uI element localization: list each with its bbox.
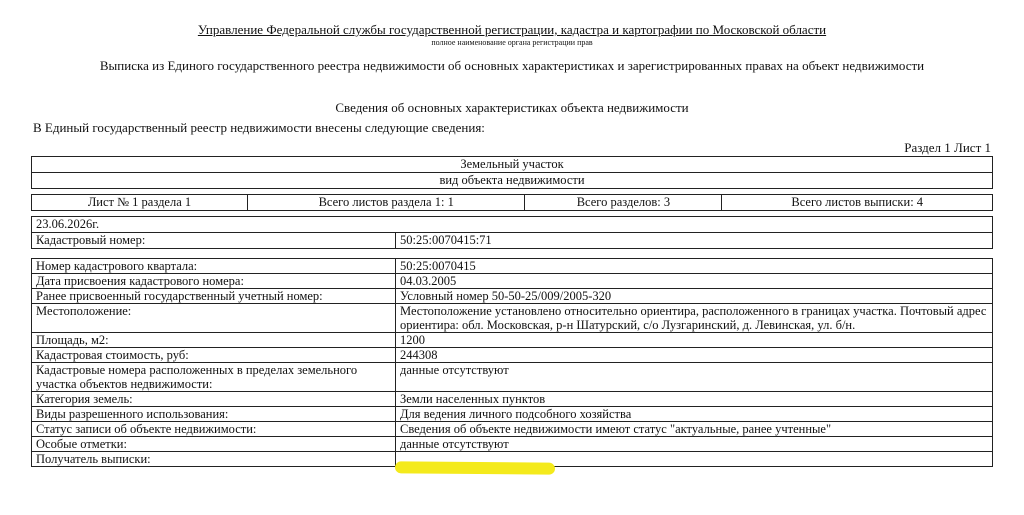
object-name: Земельный участок bbox=[32, 157, 993, 173]
row-label: Ранее присвоенный государственный учетный номер: bbox=[32, 289, 396, 304]
object-type-table bbox=[31, 156, 993, 189]
agency-name: Управление Федеральной службы государственной регистрации, кадастра и картографии по Московской области bbox=[197, 22, 827, 37]
agency-note: полное наименование органа регистрации прав bbox=[431, 38, 593, 47]
total-section-sheets: Всего листов раздела 1: 1 bbox=[247, 195, 524, 211]
cadastral-number-label: Кадастровый номер: bbox=[32, 233, 396, 249]
table-row bbox=[32, 407, 993, 422]
total-sections: Всего разделов: 3 bbox=[525, 195, 722, 211]
row-value: Для ведения личного подсобного хозяйства bbox=[396, 407, 993, 422]
table-row bbox=[32, 422, 993, 437]
row-label: Кадастровые номера расположенных в пределах земельного участка объектов недвижимости: bbox=[32, 363, 396, 392]
table-row bbox=[32, 392, 993, 407]
row-label: Дата присвоения кадастрового номера: bbox=[32, 274, 396, 289]
intro-text: В Единый государственный реестр недвижимости внесены следующие сведения: bbox=[33, 120, 485, 135]
row-label: Виды разрешенного использования: bbox=[32, 407, 396, 422]
table-row bbox=[32, 437, 993, 452]
table-row bbox=[32, 333, 993, 348]
sheets-table bbox=[31, 194, 993, 211]
info-title: Сведения об основных характеристиках объекта недвижимости bbox=[335, 100, 689, 115]
table-row bbox=[32, 348, 993, 363]
cadastral-number-value: 50:25:0070415:71 bbox=[396, 233, 993, 249]
characteristics-table bbox=[31, 258, 993, 467]
row-value: 244308 bbox=[396, 348, 993, 363]
table-row bbox=[32, 289, 993, 304]
row-value: 1200 bbox=[396, 333, 993, 348]
table-row bbox=[32, 274, 993, 289]
table-row bbox=[32, 304, 993, 333]
row-value: Местоположение установлено относительно ориентира, расположенного в границах участка. Почтовый адрес ориентира: обл. Московская, р-н Шатурский, с/о Лузгаринский, д. Левинская, ул. б/н. bbox=[396, 304, 993, 333]
row-label: Кадастровая стоимость, руб: bbox=[32, 348, 396, 363]
row-label: Особые отметки: bbox=[32, 437, 396, 452]
extract-title: Выписка из Единого государственного реестра недвижимости об основных характеристиках и зарегистрированных правах на объект недвижимости bbox=[99, 58, 925, 73]
total-extract-sheets: Всего листов выписки: 4 bbox=[722, 195, 993, 211]
sheet-number: Лист № 1 раздела 1 bbox=[32, 195, 248, 211]
row-label: Категория земель: bbox=[32, 392, 396, 407]
highlight-mark bbox=[395, 461, 555, 474]
row-value: 50:25:0070415 bbox=[396, 259, 993, 274]
extract-date: 23.06.2026г. bbox=[32, 217, 993, 233]
row-label: Статус записи об объекте недвижимости: bbox=[32, 422, 396, 437]
row-label: Местоположение: bbox=[32, 304, 396, 333]
object-type-label: вид объекта недвижимости bbox=[32, 173, 993, 189]
section-sheet-label: Раздел 1 Лист 1 bbox=[904, 140, 991, 155]
row-value: Условный номер 50-50-25/009/2005-320 bbox=[396, 289, 993, 304]
row-label: Площадь, м2: bbox=[32, 333, 396, 348]
row-label: Получатель выписки: bbox=[32, 452, 396, 467]
table-row bbox=[32, 259, 993, 274]
date-cadastral-table bbox=[31, 216, 993, 249]
row-value: Сведения об объекте недвижимости имеют статус "актуальные, ранее учтенные" bbox=[396, 422, 993, 437]
row-value: 04.03.2005 bbox=[396, 274, 993, 289]
row-value: данные отсутствуют bbox=[396, 363, 993, 392]
row-value: данные отсутствуют bbox=[396, 437, 993, 452]
table-row bbox=[32, 363, 993, 392]
row-value: Земли населенных пунктов bbox=[396, 392, 993, 407]
row-label: Номер кадастрового квартала: bbox=[32, 259, 396, 274]
